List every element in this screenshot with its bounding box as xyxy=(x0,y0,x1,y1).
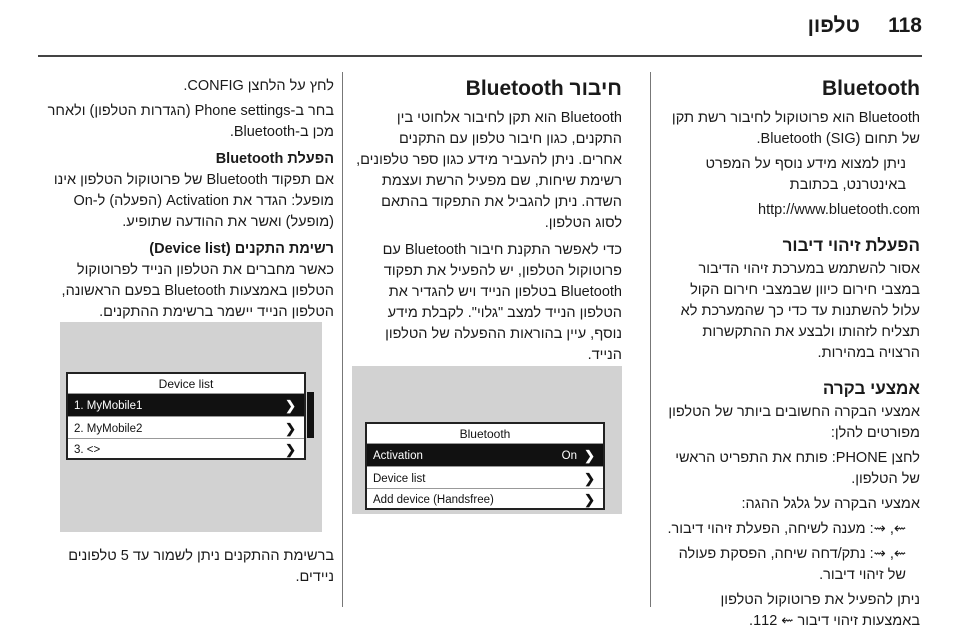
connection-text-2: כדי לאפשר התקנת חיבור Bluetooth עם פרוטוקול הטלפון, יש להפעיל את תפקוד Bluetooth בטלפון הנייד ויש להגדיר את הטלפון הנייד למצב "גלוי". לקבלת מידע נוסף, עיין בהוראות ההפעלה של הטלפון הנייד. xyxy=(382,242,622,363)
bluetooth-intro: Bluetooth הוא פרוטוקול לחיבור רשת תקן של תחום (SIG) Bluetooth. xyxy=(671,110,920,147)
voice-hint-text: ניתן להפעיל את פרוטוקול הטלפון באמצעות זיהוי דיבור ⇜ 112. xyxy=(720,592,920,629)
scrollbar[interactable] xyxy=(307,392,314,438)
device-list-footer xyxy=(40,546,334,592)
menu-item-label: Add device (Handsfree) xyxy=(373,494,494,506)
device-item-2[interactable] xyxy=(68,416,304,440)
page-number: 118 xyxy=(888,14,922,37)
bluetooth-activation-title: הפעלת Bluetooth xyxy=(215,151,334,167)
phone-button-text: לחצן PHONE: פותח את התפריט הראשי של הטלפון. xyxy=(675,450,920,487)
chevron-right-icon: ❯ xyxy=(584,448,595,463)
bluetooth-menu-title: Bluetooth xyxy=(459,427,511,441)
section-title-bluetooth: Bluetooth xyxy=(822,77,920,100)
bluetooth-url[interactable]: http://www.bluetooth.com xyxy=(758,202,920,218)
menu-item-label: Activation xyxy=(373,450,423,462)
device-list-screen xyxy=(60,322,322,532)
voice-recognition-text: אסור להשתמש במערכת זיהוי הדיבור במצבי חירום כיוון שבמצבי חירום הקול עלול להשתנות עד כדי כך שהמערכת לא תצליח לזהותו ולבצע את ההתקשרות הרצויה במהירות. xyxy=(680,261,920,361)
config-step: לחץ על הלחצן CONFIG. xyxy=(183,78,334,94)
chevron-right-icon: ❯ xyxy=(285,421,296,436)
bluetooth-menu-screen xyxy=(352,366,622,514)
menu-item-value: On xyxy=(561,450,577,462)
settings-step: בחר ב-Phone settings (הגדרות הטלפון) ולאחר מכן ב-Bluetooth. xyxy=(47,103,334,140)
device-list-screen-title: Device list xyxy=(158,377,214,391)
controls-title: אמצעי בקרה xyxy=(822,379,920,398)
menu-item-add-device[interactable] xyxy=(367,488,603,510)
bluetooth-activation-text: אם תפקוד Bluetooth של פרוטוקול הטלפון אינו מופעל: הגדר את Activation (הפעלה) ל-On (מופעל) ואשר את ההודעה שתופיע. xyxy=(53,172,334,230)
device-item-label: 3. <> xyxy=(74,444,101,456)
section-title-bluetooth-connection: חיבור Bluetooth xyxy=(465,77,622,100)
column-divider-right xyxy=(650,72,651,607)
controls-intro: אמצעי הבקרה החשובים ביותר של הטלפון מפורטים להלן: xyxy=(668,404,920,441)
device-item-3[interactable] xyxy=(68,438,304,460)
connection-text-1: Bluetooth הוא תקן לחיבור אלחוטי בין התקנים, כגון חיבור טלפון עם התקנים אחרים. ניתן להעביר מידע כגון ספר טלפונים, רשימת שיחות, שם מפעיל הרשת ועצמת השדה. ניתן להגביל את התפקוד בהתאם לסוג הטלפון. xyxy=(356,110,622,231)
column-right xyxy=(664,76,920,636)
chevron-right-icon: ❯ xyxy=(285,442,296,457)
wheel-hangup-text: ⇜, ⇝: נתק/דחה שיחה, הפסקת פעולה של זיהוי דיבור. xyxy=(678,546,906,583)
header-rule xyxy=(38,55,922,57)
device-list-display xyxy=(66,372,306,460)
chevron-right-icon: ❯ xyxy=(584,471,595,486)
menu-item-activation[interactable] xyxy=(367,443,603,467)
device-item-label: 1. MyMobile1 xyxy=(74,400,143,412)
column-divider-left xyxy=(342,72,343,607)
chevron-right-icon: ❯ xyxy=(285,398,296,413)
menu-item-label: Device list xyxy=(373,473,426,485)
chevron-right-icon: ❯ xyxy=(584,492,595,507)
device-list-text: כאשר מחברים את הטלפון הנייד לפרוטוקול הטלפון באמצעות Bluetooth בפעם הראשונה, הטלפון הנייד יישמר ברשימת ההתקנים. xyxy=(61,262,334,320)
column-left xyxy=(40,76,334,327)
device-list-title: רשימת התקנים (Device list) xyxy=(149,241,334,257)
more-info-text: ניתן למצוא מידע נוסף על המפרט באינטרנט, בכתובת xyxy=(705,156,906,193)
column-middle xyxy=(352,76,622,410)
wheel-controls-title: אמצעי הבקרה על גלגל ההגה: xyxy=(741,496,920,512)
voice-recognition-title: הפעלת זיהוי דיבור xyxy=(782,236,920,255)
menu-item-device-list[interactable] xyxy=(367,466,603,490)
page-title: טלפון xyxy=(807,14,860,37)
device-list-footer-text: ברשימת ההתקנים ניתן לשמור עד 5 טלפונים ניידים. xyxy=(68,548,334,585)
device-item-1[interactable] xyxy=(68,393,304,417)
wheel-answer-text: ⇜, ⇝: מענה לשיחה, הפעלת זיהוי דיבור. xyxy=(667,521,906,537)
bluetooth-menu-display xyxy=(365,422,605,510)
device-item-label: 2. MyMobile2 xyxy=(74,423,143,435)
